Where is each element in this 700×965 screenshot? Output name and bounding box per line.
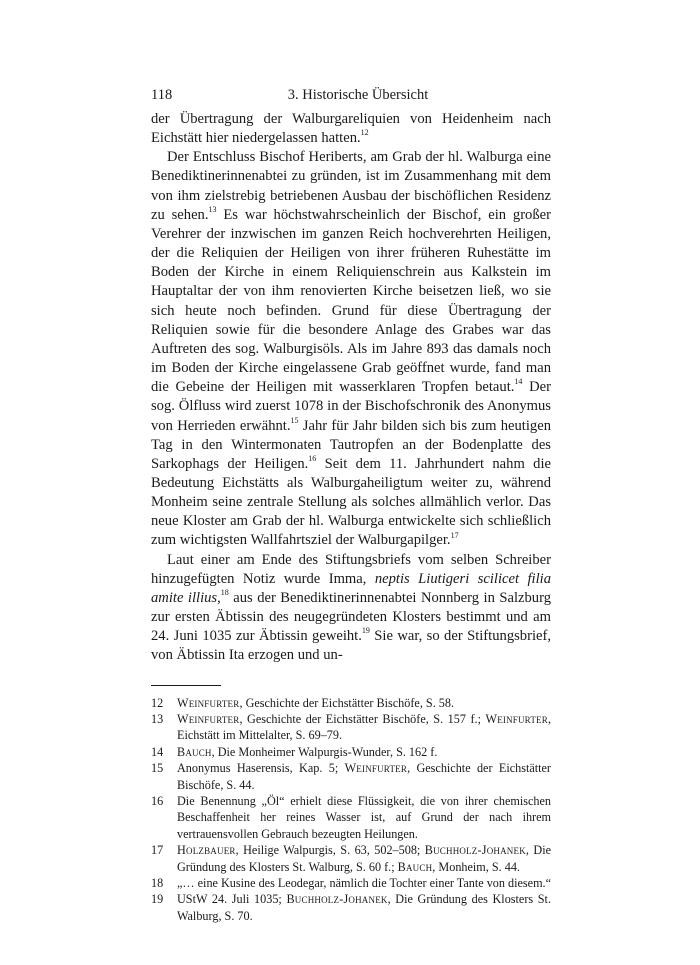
text-run: Der sog. Ölfluss wird zuerst 1078 in der Bischofschronik des Anonymus von Herrieden erwähnt. [151, 379, 551, 434]
footnote-run: , Heilige Walpurgis, S. 63, 502–508; [235, 843, 425, 858]
author-name: Buchholz-Johanek [424, 843, 526, 858]
footnote-run: UStW 24. Juli 1035; [177, 892, 287, 907]
footnote-ref: 14 [514, 377, 523, 387]
paragraph-1 [151, 110, 551, 148]
footnote-ref: 12 [360, 128, 369, 138]
footnote [151, 760, 551, 793]
footnote-number: 18 [151, 876, 164, 890]
footnote-text [177, 711, 551, 744]
author-name: Bauch [397, 859, 433, 874]
text-run: aus der Benediktinerinnenabtei Nonnberg in Salzburg zur ersten Äbtissin des neugegründeten Klosters bestimmt und am 24. Juni 1035 zur Äbtissin geweiht. [151, 589, 551, 645]
footnote-run: Anonymus Haserensis, Kap. 5; [177, 761, 345, 776]
body-text [151, 110, 551, 666]
footnotes [151, 695, 551, 925]
footnote [151, 695, 551, 711]
footnote-ref: 15 [290, 415, 299, 425]
footnote-number: 13 [151, 711, 164, 726]
footnote-run: , Die Gründung des Klosters St. Walburg, S. 70. [177, 892, 551, 923]
text-run: Seit dem 11. Jahrhundert nahm die Bedeutung Eichstätts als Walburgaheiligtum weiter zu, während Monheim seine zentrale Stellung als solches allmählich verlor. Das neue Kloster am Grab der hl. Walburga entwickelte sich schließlich zum wichtigsten Wallfahrtsziel der Walburgapilger. [151, 455, 551, 549]
footnote [151, 793, 551, 842]
footnote-text [177, 695, 551, 711]
footnote-text [177, 744, 551, 760]
running-head: 3. Historische Übersicht [287, 87, 429, 103]
page-header [151, 84, 551, 106]
author-name: Holzbauer [177, 843, 236, 858]
text-run: Jahr für Jahr bilden sich bis zum heutigen Tag in den Wintermonaten Tautropfen an der Bodenplatte des Sarkophags der Heiligen. [151, 417, 551, 472]
text-run: Sie war, so der Stiftungsbrief, von Äbtissin Ita erzogen und un- [151, 628, 551, 664]
paragraph-2 [151, 148, 551, 550]
footnote-text [177, 842, 551, 875]
text-run: der Übertragung der Walburgareliquien von Heidenheim nach Eichstätt hier niedergelassen hatten. [151, 111, 551, 147]
footnote-text: Die Benennung „Öl“ erhielt diese Flüssigkeit, die von ihrer chemischen Beschaffenheit her reines Wasser ist, auf Grund der nach ihrem vertrauensvollen Gebrauch bezeugten Heilungen. [177, 793, 551, 841]
footnote-number: 12 [151, 695, 164, 710]
footnote-ref: 18 [220, 588, 229, 598]
footnote-run: , Monheim, S. 44. [432, 859, 520, 874]
footnote-text [177, 760, 551, 793]
footnote-run: , Die Monheimer Walpurgis-Wunder, S. 162 f. [211, 744, 438, 759]
footnote-ref: 16 [308, 453, 317, 463]
paragraph-3 [151, 551, 551, 666]
footnote [151, 891, 551, 924]
page-number: 118 [151, 87, 173, 103]
author-name: Weinfurter [485, 711, 548, 726]
footnote-number: 17 [151, 843, 164, 858]
footnote-run: , Eichstätt im Mittelalter, S. 69–79. [177, 711, 551, 743]
footnote [151, 744, 551, 760]
footnote-ref: 19 [361, 626, 370, 636]
footnote-run: , Geschichte der Eichstätter Bischöfe, S. 44. [177, 761, 551, 792]
footnote [151, 875, 551, 891]
footnote-number: 16 [151, 793, 164, 808]
latin-quote: neptis Liutigeri scilicet filia amite illius [151, 570, 551, 606]
footnote-divider [151, 685, 221, 686]
text-run: Laut einer am Ende des Stiftungsbriefs vom selben Schreiber hinzugefügten Notiz wurde Imma, [151, 551, 551, 587]
footnote-number: 19 [151, 892, 164, 907]
text-run: Es war höchstwahrscheinlich der Bischof, ein großer Verehrer der inzwischen im ganzen Reich hochverehrten Heiligen, der die Reliquien der Heiligen von ihrer früheren Ruhestätte im Boden der Kirche in einem Reliquienschrein aus Kalkstein im Hauptaltar der von ihm renovierten Kirche beisetzen ließ, wo sie sich heute noch befinden. Grund für diese Übertragung der Reliquien sowie für die besondere Anlage des Grabes war das Auftreten des sog. Walburgisöls. Als im Jahre 893 das damals noch im Boden der Kirche eingelassene Grab geöffnet wurde, fand man die Gebeine der Heiligen mit wasserklaren Tropfen betaut. [151, 206, 551, 396]
text-run: Der Entschluss Bischof Heriberts, am Grab der hl. Walburga eine Benediktinerinnenabtei zu gründen, ist im Zusammenhang mit dem von ihm zielstrebig betriebenen Ausbau der bischöflichen Residenz zu sehen. [151, 149, 551, 223]
footnote-ref: 13 [208, 204, 217, 214]
author-name: Buchholz-Johanek [286, 892, 388, 907]
footnote [151, 711, 551, 744]
footnote-run: , Geschichte der Eichstätter Bischöfe, S. 58. [239, 695, 455, 710]
author-name: Weinfurter [177, 711, 240, 726]
author-name: Weinfurter [177, 695, 240, 710]
footnote-text [177, 891, 551, 924]
footnote-number: 14 [151, 744, 164, 759]
footnote-ref: 17 [450, 530, 459, 540]
author-name: Weinfurter [344, 761, 408, 776]
author-name: Bauch [177, 744, 212, 759]
book-page [151, 84, 551, 924]
footnote-run: , Die Gründung des Klosters St. Walburg, S. 60 f.; [177, 843, 551, 874]
footnote-text: „… eine Kusine des Leodegar, nämlich die Tochter einer Tante von diesem.“ [177, 876, 552, 890]
footnote [151, 842, 551, 875]
footnote-run: , Geschichte der Eichstätter Bischöfe, S. 157 f.; [239, 711, 486, 726]
footnote-number: 15 [151, 761, 164, 776]
text-run: , [217, 589, 221, 606]
